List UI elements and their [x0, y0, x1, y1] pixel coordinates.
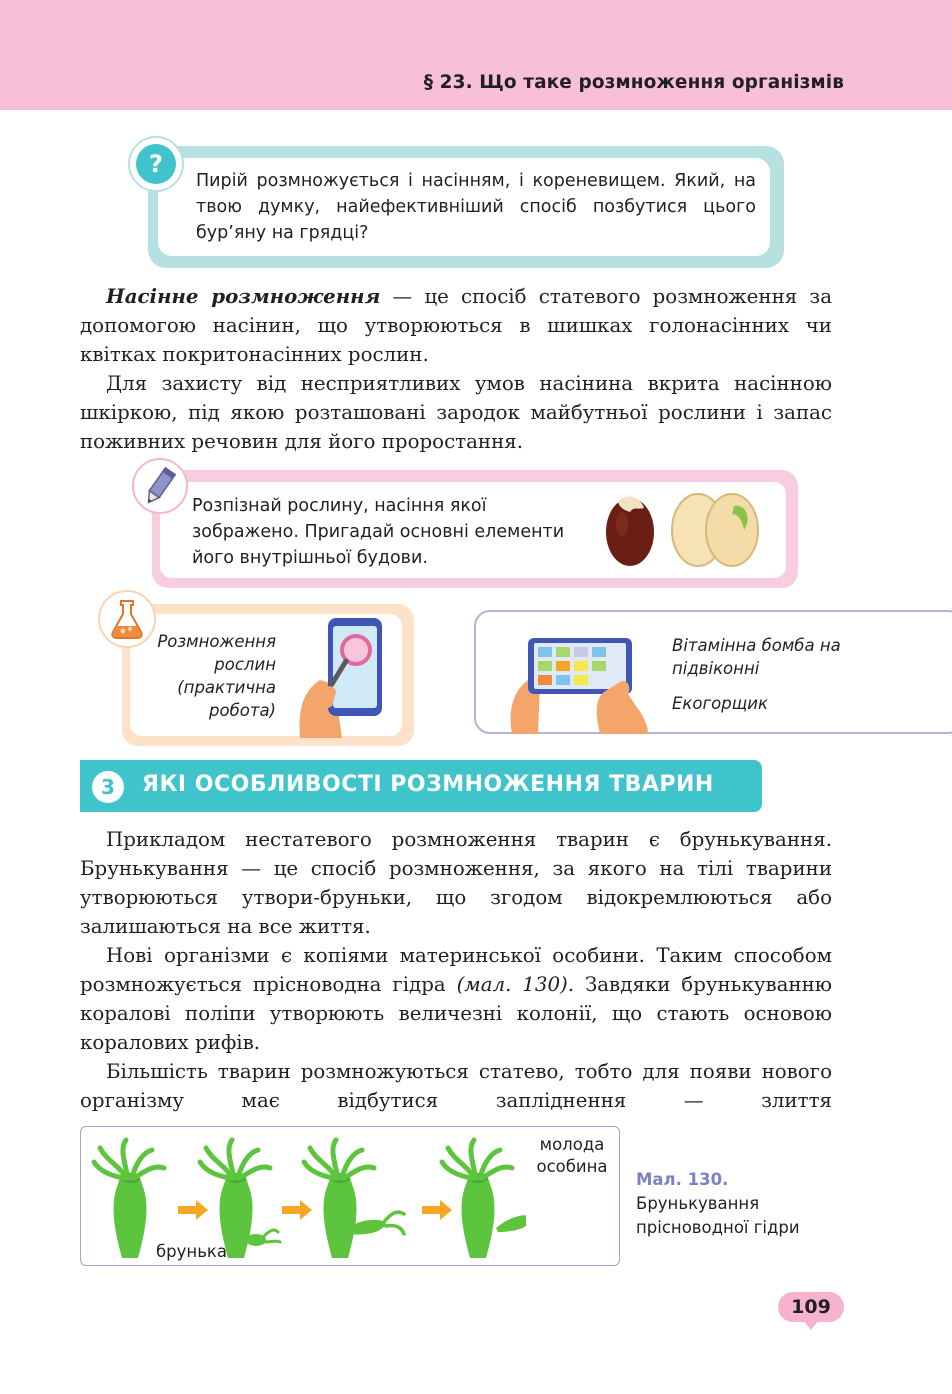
- figure-reference: (мал. 130).: [456, 973, 575, 996]
- svg-text:?: ?: [149, 150, 163, 178]
- section-title: ЯКІ ОСОБЛИВОСТІ РОЗМНОЖЕННЯ ТВАРИН: [142, 772, 714, 797]
- paragraph-seed-coat: [80, 369, 832, 456]
- label-young-individual: [536, 1134, 608, 1178]
- hydra-budding-illustration: [86, 1132, 526, 1262]
- task-text: Розпізнай рослину, насіння якої зображено. Пригадай основні елементи його внутрішньої будови.: [192, 496, 565, 568]
- paragraph-text: Прикладом нестатевого розмноження тварин є брунькування. Брунькування — це спосіб розмноження, за якого на тілі тварини утворюються утвори-бруньки, що згодом відокремлюються або залишаються на все життя.: [80, 828, 832, 938]
- paragraph-text: Більшість тварин розмножуються статево, тобто для появи нового організму має відбутися запліднення — злиття: [80, 1060, 832, 1112]
- label-young-line1: молода: [539, 1135, 605, 1154]
- term-seed-reproduction: Насінне розмноження: [106, 284, 381, 308]
- figure-caption: [636, 1168, 836, 1240]
- paragraph-text: Для захисту від несприятливих умов насінина вкрита насінною шкіркою, під якою розташовані зародок майбутньої рослини і запас поживних речовин для його проростання.: [80, 372, 832, 453]
- flask-icon: [100, 592, 154, 646]
- pencil-icon: [134, 460, 186, 512]
- paragraph-hydra: [80, 941, 832, 1057]
- paragraph-text: Завдяки брунькуванню коралові поліпи утворюють величезні колонії, що стають основою коралових рифів.: [80, 973, 832, 1054]
- arrow-icon: [178, 1200, 208, 1220]
- question-text: Пирій розмножується і насінням, і кореневищем. Який, на твою думку, найефективніший спосіб позбутися цього бур’яну на грядці?: [196, 171, 756, 243]
- page-number: 109: [778, 1292, 844, 1322]
- header-band: [0, 0, 952, 110]
- paragraph-seed-definition: [80, 282, 832, 369]
- tablet-image: [504, 616, 654, 734]
- phone-magnifier-image: [290, 614, 400, 738]
- label-bud: брунька: [156, 1242, 228, 1261]
- page-number-tail: [803, 1320, 819, 1330]
- arrow-icon: [282, 1200, 312, 1220]
- label-young-line2: особина: [536, 1157, 608, 1176]
- digital-links: [672, 634, 852, 715]
- link-ecopot[interactable]: Екогорщик: [672, 694, 768, 713]
- page-header-title: § 23. Що таке розмноження організмів: [423, 72, 844, 93]
- section-number: 3: [92, 771, 124, 803]
- caption-text: Брунькування прісноводної гідри: [636, 1194, 800, 1237]
- caption-number: Мал. 130.: [636, 1170, 729, 1189]
- bean-seed-image: [600, 488, 770, 572]
- paragraph-budding: [80, 825, 832, 941]
- paragraph-text: Нові організми є копіями материнської особини. Таким способом розмножується прісноводна гідра: [80, 944, 832, 996]
- paragraph-text: — це спосіб статевого розмноження за допомогою насінин, що утворюються в шишках голонасінних чи квітках покритонасінних рослин.: [80, 285, 832, 366]
- practical-badge: [98, 590, 156, 648]
- practical-work-link[interactable]: Розмноження рослин (практична робота): [157, 632, 276, 720]
- arrow-icon: [422, 1200, 452, 1220]
- task-badge: [132, 458, 188, 514]
- paragraph-sexual-reproduction: [80, 1057, 832, 1115]
- question-badge: [128, 136, 184, 192]
- link-vitamin-bomb[interactable]: Вітамінна бомба на підвіконні: [672, 636, 841, 678]
- question-icon: [130, 138, 182, 190]
